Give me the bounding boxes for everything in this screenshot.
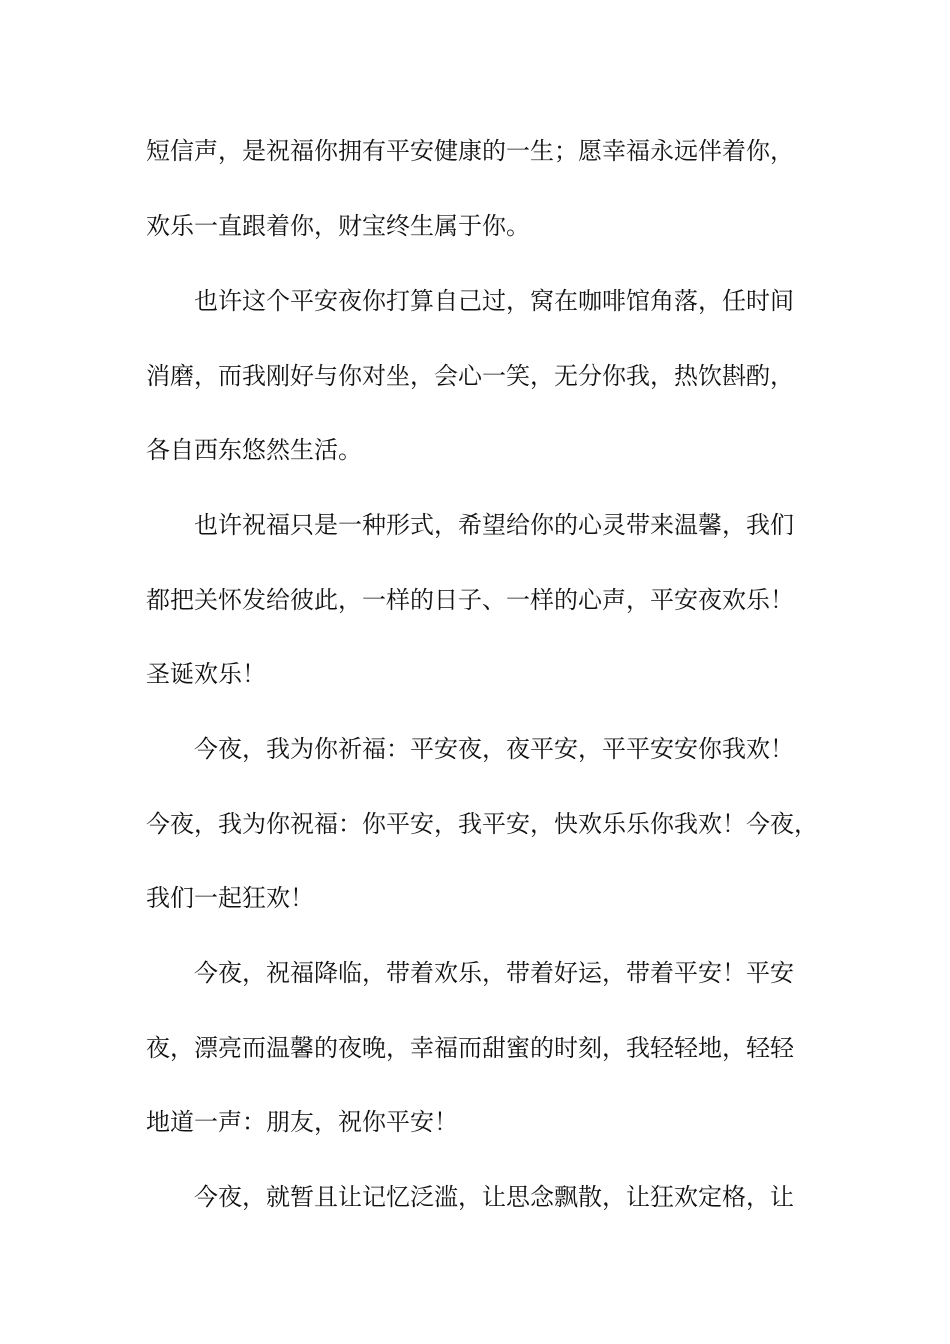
text-line-9: 今夜，我为你祈福：平安夜，夜平安，平平安安你我欢！ (194, 735, 794, 763)
text-line-3: 也许这个平安夜你打算自己过，窝在咖啡馆角落，任时间 (194, 287, 794, 315)
text-line-15: 今夜，就暂且让记忆泛滥，让思念飘散，让狂欢定格，让 (194, 1183, 794, 1211)
text-line-2: 欢乐一直跟着你，财宝终生属于你。 (146, 212, 530, 240)
text-line-14: 地道一声：朋友，祝你平安！ (146, 1108, 458, 1136)
text-line-4: 消磨，而我刚好与你对坐，会心一笑，无分你我，热饮斟酌， (146, 362, 794, 390)
text-line-10: 今夜，我为你祝福：你平安，我平安，快欢乐乐你我欢！今夜， (146, 810, 818, 838)
text-line-6: 也许祝福只是一种形式，希望给你的心灵带来温馨，我们 (194, 511, 794, 539)
text-line-8: 圣诞欢乐！ (146, 660, 266, 688)
text-line-5: 各自西东悠然生活。 (146, 436, 362, 464)
text-line-7: 都把关怀发给彼此，一样的日子、一样的心声，平安夜欢乐！ (146, 586, 794, 614)
text-line-1: 短信声，是祝福你拥有平安健康的一生；愿幸福永远伴着你， (146, 137, 794, 165)
text-line-13: 夜，漂亮而温馨的夜晚，幸福而甜蜜的时刻，我轻轻地，轻轻 (146, 1034, 794, 1062)
text-line-12: 今夜，祝福降临，带着欢乐，带着好运，带着平安！平安 (194, 959, 794, 987)
text-line-11: 我们一起狂欢！ (146, 884, 314, 912)
